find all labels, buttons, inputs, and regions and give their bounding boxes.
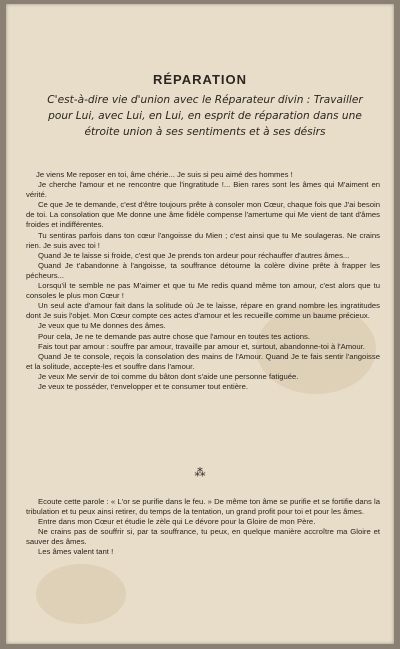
paragraph: Je viens Me reposer en toi, âme chérie... Je suis si peu aimé des hommes ! — [36, 170, 293, 179]
paper-stain — [36, 564, 126, 624]
paragraph: Quand Je te console, reçois la consolation des mains de l'Amour. Quand Je te fais sentir l'angoisse et la solitude, accepte-les et souffre dans l'amour. — [26, 351, 380, 371]
paragraph: Quand Je t'abandonne à l'angoisse, ta souffrance détourne la colère divine prête à frapper les pécheurs... — [26, 260, 380, 280]
paragraph: Un seul acte d'amour fait dans la solitude où Je te laisse, répare en grand nombre les ingratitudes dont Je suis l'objet. Mon Cœur compte ces actes d'amour et les recueille comme un baume précieux. — [26, 301, 380, 321]
page-title: RÉPARATION — [152, 72, 248, 87]
ornament-asterism: ⁂ — [194, 467, 206, 479]
paragraph: Lorsqu'il te semble ne pas M'aimer et que tu Me redis quand même ton amour, c'est alors que tu consoles le plus mon Cœur ! — [26, 281, 380, 301]
paragraph: Quand Je te laisse si froide, c'est que Je prends ton ardeur pour réchauffer d'autres âmes... — [38, 250, 350, 260]
paragraph: Entre dans mon Cœur et étudie le zèle qui Le dévore pour la Gloire de mon Père. — [38, 517, 316, 527]
paragraph: Ne crains pas de souffrir si, par ta souffrance, tu peux, en quelque manière accroître ma Gloire et sauver des âmes. — [26, 527, 380, 547]
paragraph: Les âmes valent tant ! — [38, 547, 114, 557]
paragraph: Tu sentiras parfois dans ton cœur l'angoisse du Mien ; c'est ainsi que tu Me soulageras. Ne crains rien. Je suis avec toi ! — [26, 230, 380, 250]
document-page — [6, 4, 394, 644]
paragraph: Je cherche l'amour et ne rencontre que l'ingratitude !... Bien rares sont les âmes qui M'aiment en vérité. — [26, 180, 380, 200]
page-subtitle: C'est-à-dire vie d'union avec le Réparateur divin : Travailler pour Lui, avec Lui, en Lui, en esprit de réparation dans une étroite union à ses sentiments et à ses désirs — [47, 94, 363, 138]
paragraph: Je veux te posséder, t'envelopper et te consumer tout entière. — [38, 381, 249, 391]
paragraph: Pour cela, Je ne te demande pas autre chose que l'amour en toutes tes actions. — [38, 331, 310, 341]
paragraph: Ecoute cette parole : « L'or se purifie dans le feu. » De même ton âme se purifie et se fortifie dans la tribulation et tu peux ainsi retirer, du temps de la tentation, un grand profit pour toi et pour les âmes. — [26, 497, 380, 517]
paragraph: Fais tout par amour : souffre par amour, travaille par amour et, surtout, abandonne-toi à l'Amour. — [38, 341, 365, 351]
section-1 — [26, 170, 380, 392]
paragraph: Je veux que tu Me donnes des âmes. — [38, 321, 166, 331]
paragraph: Je veux Me servir de toi comme du bâton dont s'aide une personne fatiguée. — [38, 371, 299, 381]
section-2 — [26, 497, 380, 558]
paragraph: Ce que Je te demande, c'est d'être toujours prête à consoler mon Cœur, chaque fois que J'ai besoin de toi. La consolation que Me donne une âme fidèle compense l'amertume qui Me vient de tant d'âmes froides et indifférentes. — [26, 200, 380, 230]
